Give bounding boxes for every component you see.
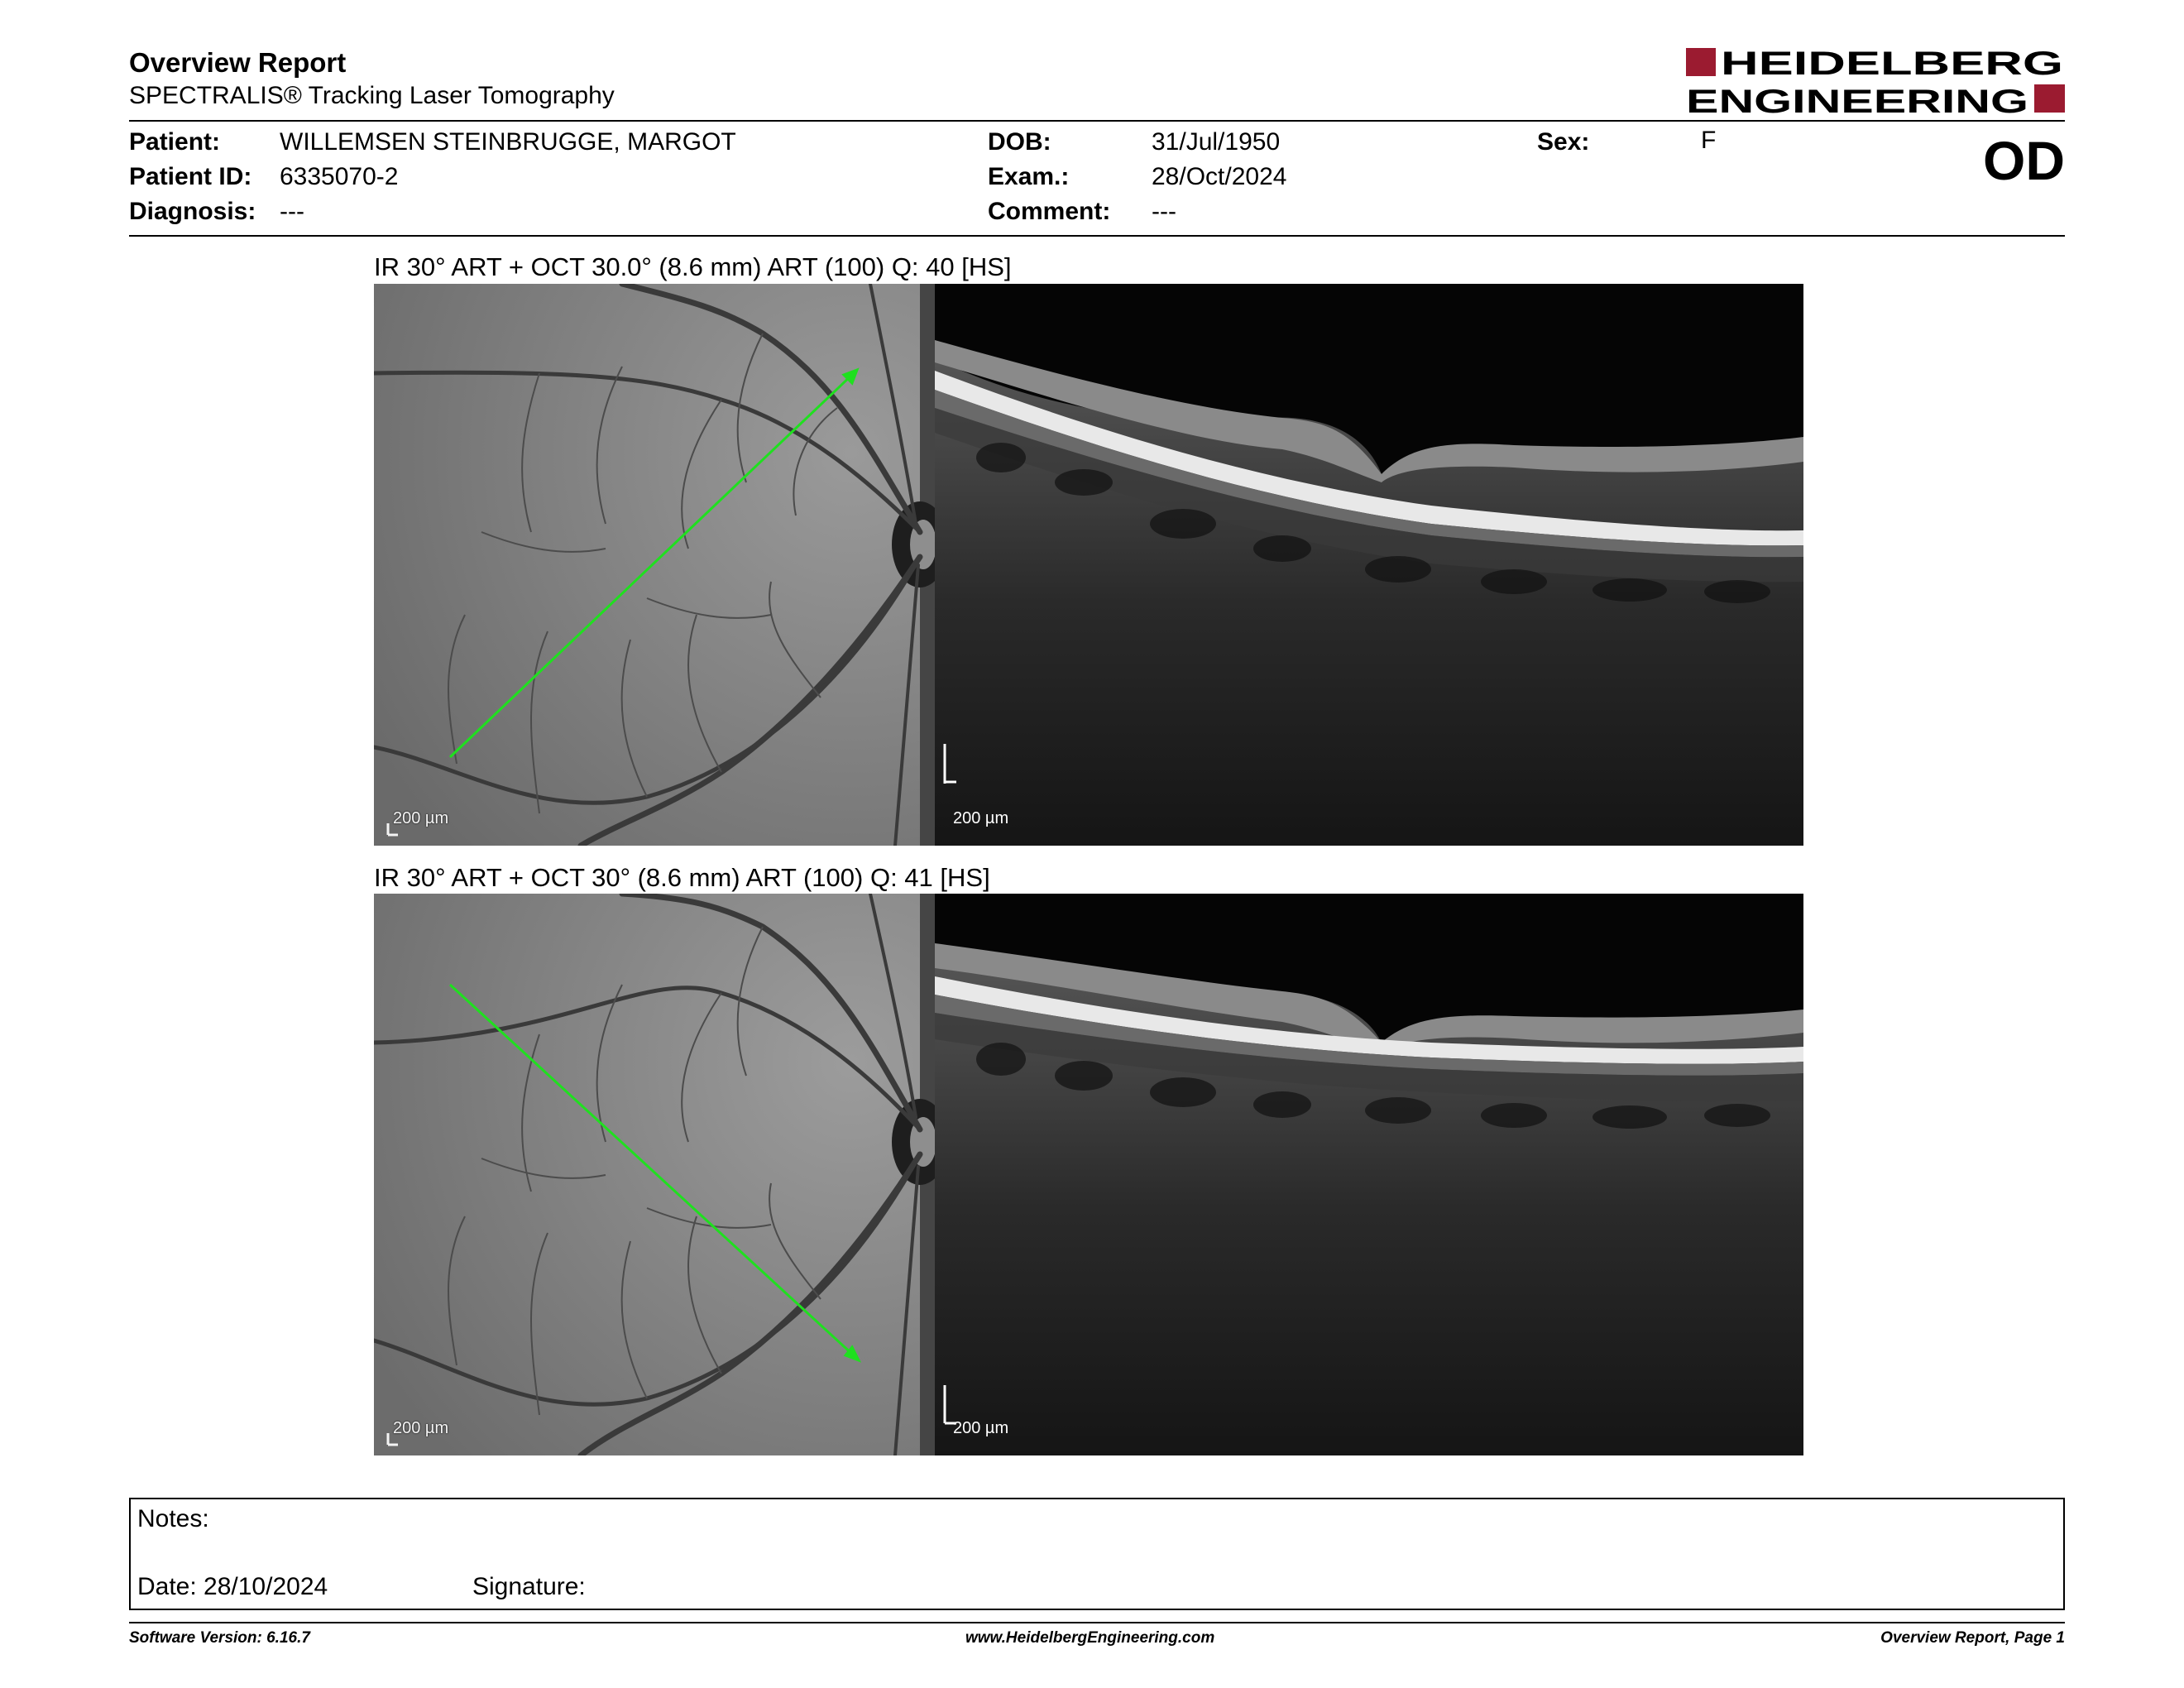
ir-scale-bar-label-2: 200 µm [393, 1419, 449, 1437]
logo-text-heidelberg: HEIDELBERG [1721, 46, 2063, 82]
website-link[interactable]: www.HeidelbergEngineering.com [965, 1629, 1215, 1647]
footer-divider [129, 1622, 2065, 1623]
sex-label: Sex: [1537, 128, 1590, 156]
oct-scale-bar-label-2: 200 µm [953, 1419, 1009, 1437]
eye-laterality: OD [1983, 130, 2065, 191]
heidelberg-engineering-logo [1686, 46, 2065, 116]
oct-scale-bar-label-1: 200 µm [953, 809, 1009, 827]
software-version: Software Version: 6.16.7 [129, 1629, 310, 1647]
patient-id: 6335070-2 [280, 163, 399, 190]
logo-text-engineering: ENGINEERING [1686, 84, 2028, 116]
exam-label: Exam.: [988, 163, 1070, 190]
comment-value: --- [1152, 198, 1176, 225]
report-subtitle: SPECTRALIS® Tracking Laser Tomography [129, 82, 615, 109]
exam-date: 28/Oct/2024 [1152, 163, 1287, 190]
oct-bscan-image-1 [935, 284, 1803, 846]
scan-2-title: IR 30° ART + OCT 30° (8.6 mm) ART (100) Q: 41 [HS] [374, 863, 990, 892]
dob-value: 31/Jul/1950 [1152, 128, 1281, 156]
comment-label: Comment: [988, 198, 1111, 225]
notes-box [129, 1498, 2065, 1610]
patient-id-label: Patient ID: [129, 163, 252, 190]
ir-fundus-image-2 [374, 894, 935, 1455]
notes-label: Notes: [137, 1505, 209, 1532]
notes-date: Date: 28/10/2024 [137, 1573, 328, 1600]
page-info: Overview Report, Page 1 [1880, 1629, 2065, 1647]
signature-label: Signature: [472, 1573, 586, 1600]
dob-label: DOB: [988, 128, 1051, 156]
patient-label: Patient: [129, 128, 221, 156]
diagnosis-label: Diagnosis: [129, 198, 256, 225]
diagnosis-value: --- [280, 198, 304, 225]
ir-fundus-image-1 [374, 284, 935, 846]
patient-info-divider [129, 235, 2065, 237]
oct-bscan-image-2 [935, 894, 1803, 1455]
patient-name: WILLEMSEN STEINBRUGGE, MARGOT [280, 128, 736, 156]
ir-scale-bar-label-1: 200 µm [393, 809, 449, 827]
scan-1-title: IR 30° ART + OCT 30.0° (8.6 mm) ART (100) Q: 40 [HS] [374, 252, 1012, 281]
sex-value: F [1701, 127, 1717, 154]
header-divider [129, 120, 2065, 122]
report-title: Overview Report [129, 47, 347, 78]
